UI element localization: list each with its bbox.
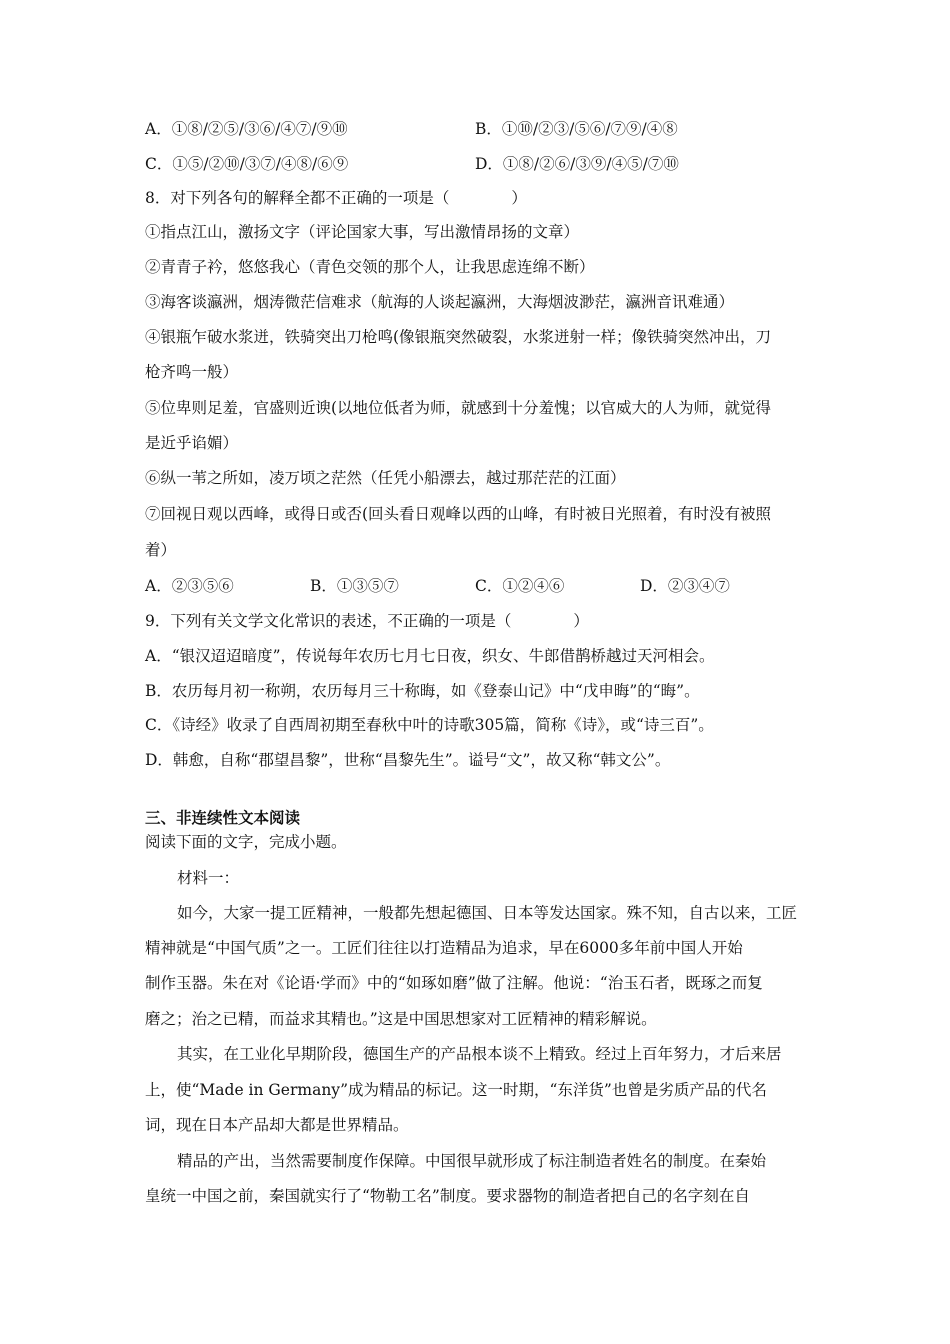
section-heading: 三、非连续性文本阅读 xyxy=(145,809,301,827)
q8-item: ④银瓶乍破水浆迸，铁骑突出刀枪鸣(像银瓶突然破裂，水浆迸射一样；像铁骑突然冲出，刀 xyxy=(145,328,772,346)
q8-option-d: D．②③④⑦ xyxy=(640,577,730,595)
q8-stem: 8．对下列各句的解释全都不正确的一项是（ ） xyxy=(145,189,527,207)
paragraph-line: 其实，在工业化早期阶段，德国生产的产品根本谈不上精致。经过上百年努力，才后来居 xyxy=(177,1045,782,1063)
q8-item: 着） xyxy=(145,541,177,559)
q7-option-c: C．①⑤/②⑩/③⑦/④⑧/⑥⑨ xyxy=(145,155,349,173)
q8-item: ⑦回视日观以西峰，或得日或否(回头看日观峰以西的山峰，有时被日光照着，有时没有被照 xyxy=(145,505,772,523)
paragraph-line: 皇统一中国之前，秦国就实行了“物勒工名”制度。要求器物的制造者把自己的名字刻在自 xyxy=(145,1187,750,1205)
material-label: 材料一： xyxy=(177,869,240,887)
paragraph-line: 词，现在日本产品却大都是世界精品。 xyxy=(145,1116,409,1134)
q9-option-b: B．农历每月初一称朔，农历每月三十称晦，如《登泰山记》中“戊申晦”的“晦”。 xyxy=(145,682,700,700)
q9-option-c: C．《诗经》收录了自西周初期至春秋中叶的诗歌305篇，简称《诗》，或“诗三百”。 xyxy=(145,716,714,734)
q7-option-a: A．①⑧/②⑤/③⑥/④⑦/⑨⑩ xyxy=(145,120,348,138)
paragraph-line: 磨之；治之已精，而益求其精也。”这是中国思想家对工匠精神的精彩解说。 xyxy=(145,1010,657,1028)
section-instruction: 阅读下面的文字，完成小题。 xyxy=(145,833,347,851)
q8-item: ①指点江山，激扬文字（评论国家大事，写出激情昂扬的文章） xyxy=(145,223,580,241)
paragraph-line: 如今，大家一提工匠精神，一般都先想起德国、日本等发达国家。殊不知，自古以来，工匠 xyxy=(177,904,798,922)
q9-stem: 9．下列有关文学文化常识的表述，不正确的一项是（ ） xyxy=(145,612,589,630)
q9-option-d: D．韩愈，自称“郡望昌黎”，世称“昌黎先生”。谥号“文”，故又称“韩文公”。 xyxy=(145,751,671,769)
paragraph-line: 精神就是“中国气质”之一。工匠们往往以打造精品为追求，早在6000多年前中国人开始 xyxy=(145,939,743,957)
q8-item: 是近乎谄媚） xyxy=(145,434,239,452)
q8-option-a: A．②③⑤⑥ xyxy=(145,577,234,595)
q8-item: ⑤位卑则足羞，官盛则近谀(以地位低者为师，就感到十分羞愧；以官威大的人为师，就觉得 xyxy=(145,399,772,417)
q8-item: ⑥纵一苇之所如，凌万顷之茫然（任凭小船漂去，越过那茫茫的江面） xyxy=(145,469,626,487)
q8-option-c: C．①②④⑥ xyxy=(475,577,565,595)
q8-option-b: B．①③⑤⑦ xyxy=(310,577,399,595)
paragraph-line: 制作玉器。朱在对《论语·学而》中的“如琢如磨”做了注解。他说：“治玉石者，既琢之而复 xyxy=(145,974,763,992)
q8-item: ②青青子衿，悠悠我心（青色交领的那个人，让我思虑连绵不断） xyxy=(145,258,595,276)
q8-item: ③海客谈瀛洲，烟涛微茫信难求（航海的人谈起瀛洲，大海烟波渺茫，瀛洲音讯难通） xyxy=(145,293,735,311)
q9-option-a: A．“银汉迢迢暗度”，传说每年农历七月七日夜，织女、牛郎借鹊桥越过天河相会。 xyxy=(145,647,715,665)
q8-item: 枪齐鸣一般） xyxy=(145,363,239,381)
paragraph-line: 精品的产出，当然需要制度作保障。中国很早就形成了标注制造者姓名的制度。在秦始 xyxy=(177,1152,767,1170)
q7-option-b: B．①⑩/②③/⑤⑥/⑦⑨/④⑧ xyxy=(475,120,678,138)
paragraph-line: 上，使“Made in Germany”成为精品的标记。这一时期，“东洋货”也曾是劣质产品的代名 xyxy=(145,1081,767,1099)
q7-option-d: D．①⑧/②⑥/③⑨/④⑤/⑦⑩ xyxy=(475,155,679,173)
